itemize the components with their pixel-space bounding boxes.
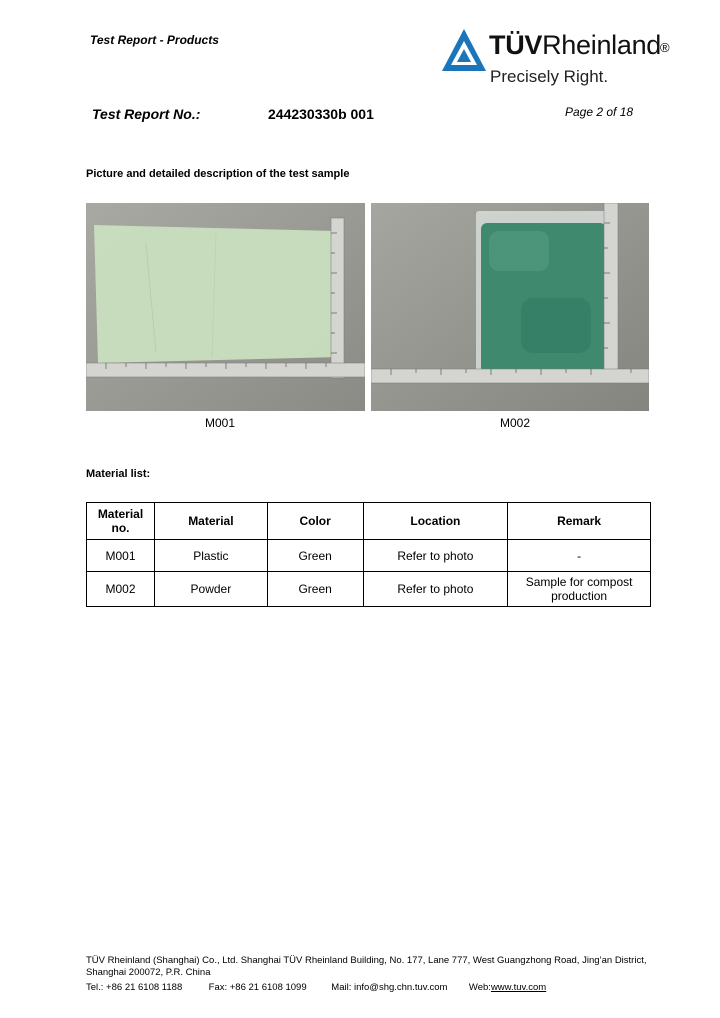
document-type: Test Report - Products xyxy=(90,33,219,47)
footer-web-label: Web: xyxy=(468,982,491,993)
footer-fax: Fax: +86 21 6108 1099 xyxy=(208,982,307,993)
cell-remark: Sample for compost production xyxy=(508,572,651,607)
column-header-material-no: Material no. xyxy=(87,503,155,540)
table-row xyxy=(87,572,651,607)
cell-material-no: M001 xyxy=(87,540,155,572)
footer-mail: Mail: info@shg.chn.tuv.com xyxy=(331,982,448,993)
column-header-location: Location xyxy=(363,503,508,540)
material-table xyxy=(86,502,651,607)
report-number: 244230330b 001 xyxy=(268,106,374,122)
cell-material: Plastic xyxy=(154,540,267,572)
material-list-heading: Material list: xyxy=(86,468,151,480)
sample-photo-m002 xyxy=(371,203,649,411)
page-number: Page 2 of 18 xyxy=(565,105,634,119)
footer-address: TÜV Rheinland (Shanghai) Co., Ltd. Shanghai TÜV Rheinland Building, No. 177, Lane 777, West Guangzhong Road, Jing’an District, Shanghai 200072, P.R. China xyxy=(86,955,647,978)
brand-name: TÜVRheinland xyxy=(489,30,662,60)
cell-color: Green xyxy=(267,572,363,607)
photo-caption-m002: M002 xyxy=(500,416,531,430)
cell-color: Green xyxy=(267,540,363,572)
cell-location: Refer to photo xyxy=(363,540,508,572)
table-row xyxy=(87,540,651,572)
brand-slogan: Precisely Right. xyxy=(490,67,609,86)
column-header-color: Color xyxy=(267,503,363,540)
footer-contact xyxy=(86,982,546,993)
column-header-remark: Remark xyxy=(508,503,651,540)
sample-section-heading: Picture and detailed description of the test sample xyxy=(86,168,350,180)
column-header-material: Material xyxy=(154,503,267,540)
registered-mark: ® xyxy=(660,40,670,55)
footer-web-link[interactable]: www.tuv.com xyxy=(490,982,547,993)
cell-material: Powder xyxy=(154,572,267,607)
cell-remark: - xyxy=(508,540,651,572)
table-header-row xyxy=(87,503,651,540)
cell-location: Refer to photo xyxy=(363,572,508,607)
cell-material-no: M002 xyxy=(87,572,155,607)
sample-photo-m001 xyxy=(86,203,365,411)
tuv-triangle-logo-icon xyxy=(440,27,488,73)
footer-tel: Tel.: +86 21 6108 1188 xyxy=(86,982,183,993)
photo-caption-m001: M001 xyxy=(205,416,236,430)
report-number-label: Test Report No.: xyxy=(92,106,201,122)
